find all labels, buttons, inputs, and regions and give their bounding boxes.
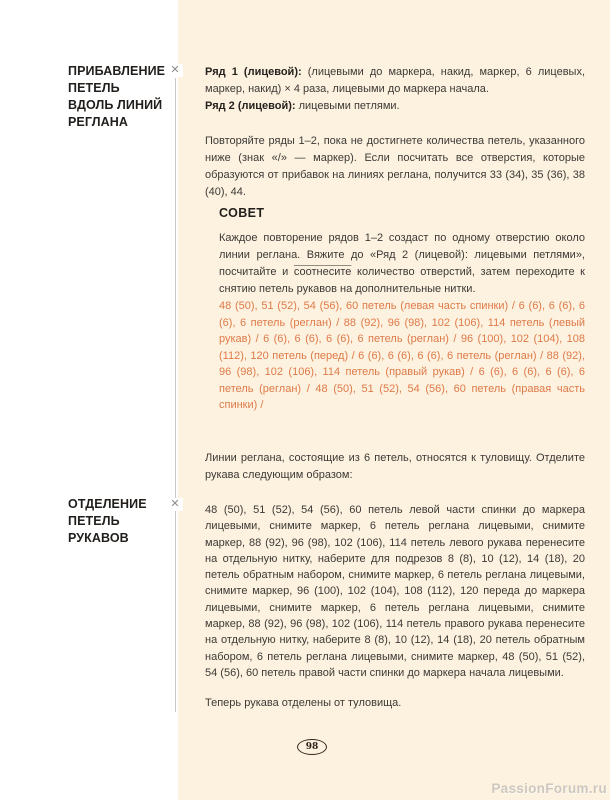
margin-heading-line: ВДОЛЬ ЛИНИЙ	[68, 98, 163, 112]
margin-heading-line: РЕГЛАНА	[68, 115, 129, 129]
tip-body-part1: Каждое повторение рядов 1–2 создаст по одному отверстию около линии реглана. Вяжите до «Ряд 2 (лицевой): лицевыми петлями», посчитайте и	[219, 232, 585, 278]
watermark: PassionForum.ru	[491, 781, 607, 796]
tip-title: СОВЕТ	[219, 206, 265, 220]
row1-text: (лицевыми до маркера, накид, маркер, 6 лицевых, маркер, накид) × 4 раза, лицевыми до маркера начала.	[205, 66, 586, 95]
margin-heading-line: ПЕТЕЛЬ	[68, 514, 120, 528]
tip-stitch-counts: 48 (50), 51 (52), 54 (56), 60 петель (левая часть спинки) / 6 (6), 6 (6), 6 (6), 6 петель (реглан) / 88 (92), 96 (98), 102 (106), 114 петель (левый рукав) / 6 (6), 6 (6), 6 (6), 6 петель (реглан) / 96 (100), 102 (104), 108 (112), 120 петель (перед) / 6 (6), 6 (6), 6 (6), 6 петель (реглан) / 88 (92), 96 (98), 102 (106), 114 петель (правый рукав) / 6 (6), 6 (6), 6 (6), 6 петель (реглан) / 48 (50), 51 (52), 54 (56), 60 петель (правая часть спинки) /	[219, 300, 585, 411]
separation-block	[205, 502, 585, 712]
row1-label: Ряд 1 (лицевой):	[205, 66, 302, 78]
tip-body	[219, 230, 585, 298]
margin-heading-separating-sleeves	[68, 496, 178, 547]
row1-instruction	[205, 64, 585, 98]
margin-divider-rule	[175, 78, 176, 712]
completion-note: Теперь рукава отделены от туловища.	[205, 697, 402, 710]
margin-heading-line: ОТДЕЛЕНИЕ	[68, 497, 147, 511]
page-number: 98	[305, 742, 319, 752]
tip-body-part2: количество отверстий, затем переходите к снятию петель рукавов на дополнительные нитки.	[219, 266, 585, 295]
tip-box	[219, 205, 585, 414]
row2-instruction	[205, 98, 585, 115]
margin-heading-line: ПРИБАВЛЕНИЕ	[68, 64, 166, 78]
raglan-note-paragraph: Линии реглана, состоящие из 6 петель, относятся к туловищу. Отделите рукава следующим образом:	[205, 452, 585, 481]
page-number-badge	[297, 739, 327, 755]
margin-heading-line: ПЕТЕЛЬ	[68, 81, 120, 95]
repeat-paragraph: Повторяйте ряды 1–2, пока не достигнете количества петель, указанного ниже (знак «/» — маркер). Если посчитать все отверстия, которые образуются от прибавок на линиях реглана, получится 33 (34), 35 (36), 38 (40), 44.	[205, 135, 585, 198]
content-panel	[178, 0, 610, 800]
tip-body-overlined-word: соотнесите	[293, 266, 352, 278]
margin-heading-adding-stitches	[68, 63, 178, 131]
separation-instructions: 48 (50), 51 (52), 54 (56), 60 петель левой части спинки до маркера лицевыми, снимите маркер, 6 петель реглана лицевыми, снимите маркер, 88 (92), 96 (98), 102 (106), 114 петель левого рукава перенесите на отдельную нитку, наберите для подрезов 8 (8), 10 (12), 14 (18), 20 петель обратным набором, снимите маркер, 6 петель реглана лицевыми, снимите маркер, 96 (100), 102 (104), 108 (112), 120 переда до маркера лицевыми, снимите маркер, 6 петель реглана лицевыми, снимите маркер, 88 (92), 96 (98), 102 (106), 114 петель правого рукава перенесите на отдельную нитку, наберите 8 (8), 10 (12), 14 (18), 20 петель обратным набором, 6 петель реглана лицевыми, снимите маркер, 48 (50), 51 (52), 54 (56), 60 петель правой части спинки до маркера начала лицевыми.	[205, 504, 585, 679]
row2-text: лицевыми петлями.	[295, 100, 400, 112]
x-marker-icon: ✕	[167, 64, 183, 77]
margin-heading-line: РУКАВОВ	[68, 531, 129, 545]
x-marker-icon: ✕	[167, 498, 183, 511]
row-instructions	[205, 64, 585, 115]
row2-label: Ряд 2 (лицевой):	[205, 100, 296, 112]
